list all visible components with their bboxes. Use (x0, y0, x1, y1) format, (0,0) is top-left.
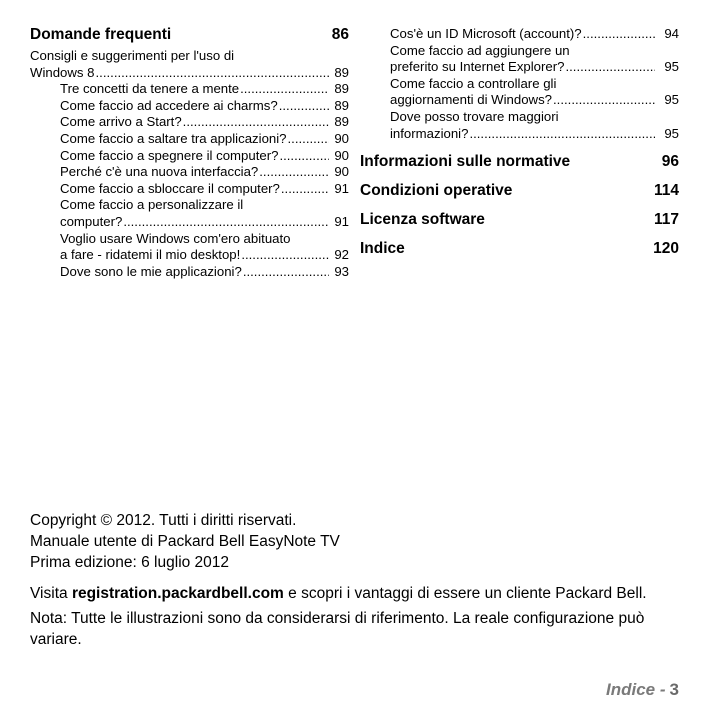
dot-leader (259, 164, 329, 181)
toc-entry-title: a fare - ridatemi il mio desktop! (60, 247, 241, 263)
toc-section-title: Informazioni sulle normative (360, 153, 571, 171)
toc-section[interactable] (360, 182, 679, 200)
toc-entry-title-line: Come faccio ad aggiungere un (390, 42, 570, 58)
toc-section-page: 120 (653, 240, 679, 258)
toc-entry[interactable] (360, 26, 679, 43)
toc-entry[interactable] (30, 164, 349, 181)
toc-entry-page: 95 (664, 92, 679, 108)
toc-entry[interactable] (30, 148, 349, 165)
registration-link[interactable]: registration.packardbell.com (71, 585, 284, 602)
toc-section-page: 114 (653, 182, 679, 200)
dot-leader (96, 65, 330, 82)
toc-entry-page: 90 (334, 164, 349, 180)
toc-entry[interactable] (30, 231, 349, 264)
copyright-text: Copyright © 2012. Tutti i diritti riservati. (30, 512, 297, 529)
toc-entry-title: Windows 8 (30, 64, 95, 80)
toc-section-page: 86 (331, 26, 349, 43)
copyright-block (30, 510, 680, 650)
toc-section-title: Indice (360, 240, 405, 258)
toc-entry-page: 89 (334, 81, 349, 97)
toc-entry-title: preferito su Internet Explorer? (390, 59, 565, 75)
dot-leader (565, 59, 655, 76)
toc-entry-title: Tre concetti da tenere a mente (60, 81, 240, 97)
toc-section[interactable] (360, 211, 679, 229)
toc-entry-page: 89 (334, 64, 349, 80)
toc-entry-list (360, 26, 679, 142)
toc-entry-title: Come faccio a saltare tra applicazioni? (60, 130, 287, 146)
toc-section-title: Domande frequenti (30, 26, 172, 43)
toc-section-page: 117 (653, 211, 679, 229)
page-number: 3 (669, 680, 679, 699)
toc-entry[interactable] (30, 81, 349, 98)
toc-entry[interactable] (30, 98, 349, 115)
toc-entry-page: 90 (334, 147, 349, 163)
toc-entry-page: 91 (334, 213, 349, 229)
toc-left-column (30, 26, 349, 280)
toc-entry-title: Perché c'è una nuova interfaccia? (60, 164, 259, 180)
toc-entry[interactable] (30, 131, 349, 148)
toc-entry-title-line: Come faccio a controllare gli (390, 75, 557, 91)
toc-entry[interactable] (30, 264, 349, 281)
toc-entry-page: 89 (334, 97, 349, 113)
toc-section-list (360, 153, 679, 258)
dot-leader (279, 98, 329, 115)
registration-paragraph: Visita registration.packardbell.com e scopri i vantaggi di essere un cliente Packard Bell. (30, 585, 647, 602)
toc-entry-page: 92 (334, 247, 349, 263)
edition-date: Prima edizione: 6 luglio 2012 (30, 554, 230, 571)
toc-entry[interactable] (360, 76, 679, 109)
dot-leader (240, 81, 329, 98)
toc-entry-title-line: Voglio usare Windows com'ero abituato (60, 230, 291, 246)
toc-section-page: 96 (661, 153, 679, 171)
dot-leader (583, 26, 655, 43)
toc-entry-title: Come arrivo a Start? (60, 114, 182, 130)
toc-section-title: Condizioni operative (360, 182, 513, 200)
toc-entry-title: computer? (60, 213, 123, 229)
toc-entry-title-line: Come faccio a personalizzare il (60, 197, 244, 213)
toc-section-domande-frequenti[interactable] (30, 26, 349, 44)
dot-leader (183, 114, 329, 131)
dot-leader (288, 131, 330, 148)
toc-entry[interactable] (30, 181, 349, 198)
dot-leader (281, 181, 329, 198)
toc-entry-title: aggiornamenti di Windows? (390, 92, 552, 108)
dot-leader (243, 264, 329, 281)
toc-right-column (360, 26, 679, 269)
page-footer (606, 680, 679, 700)
toc-entry-page: 95 (664, 59, 679, 75)
toc-entry-title: Come faccio ad accedere ai charms? (60, 97, 278, 113)
toc-entry-page: 95 (664, 125, 679, 141)
toc-entry-title-line: Consigli e suggerimenti per l'uso di (30, 48, 235, 63)
toc-entry-title: Come faccio a spegnere il computer? (60, 147, 279, 163)
toc-section[interactable] (360, 240, 679, 258)
dot-leader (553, 92, 655, 109)
toc-entry-title-line: Dove posso trovare maggiori (390, 108, 559, 124)
dot-leader (279, 148, 329, 165)
toc-entry-title: Cos'è un ID Microsoft (account)? (390, 26, 582, 41)
manual-title: Manuale utente di Packard Bell EasyNote TV (30, 533, 340, 550)
toc-section-title: Licenza software (360, 211, 485, 229)
toc-entry-page: 94 (664, 26, 679, 41)
dot-leader (241, 247, 329, 264)
toc-entry[interactable] (360, 43, 679, 76)
toc-entry-list (30, 48, 349, 280)
toc-entry[interactable] (30, 48, 349, 81)
toc-entry[interactable] (360, 109, 679, 142)
dot-leader (469, 126, 655, 143)
toc-entry-page: 91 (334, 180, 349, 196)
toc-section[interactable] (360, 153, 679, 171)
page-footer-label: Indice - (606, 680, 666, 699)
toc-entry-page: 89 (334, 114, 349, 130)
toc-entry[interactable] (30, 197, 349, 230)
illustration-note: Nota: Tutte le illustrazioni sono da considerarsi di riferimento. La reale configurazione può variare. (30, 610, 645, 648)
toc-entry-title: Dove sono le mie applicazioni? (60, 263, 242, 279)
toc-entry-page: 90 (334, 130, 349, 146)
toc-entry-title: Come faccio a sbloccare il computer? (60, 180, 280, 196)
dot-leader (123, 214, 329, 231)
toc-entry-page: 93 (334, 263, 349, 279)
toc-entry-title: informazioni? (390, 125, 469, 141)
toc-entry[interactable] (30, 114, 349, 131)
